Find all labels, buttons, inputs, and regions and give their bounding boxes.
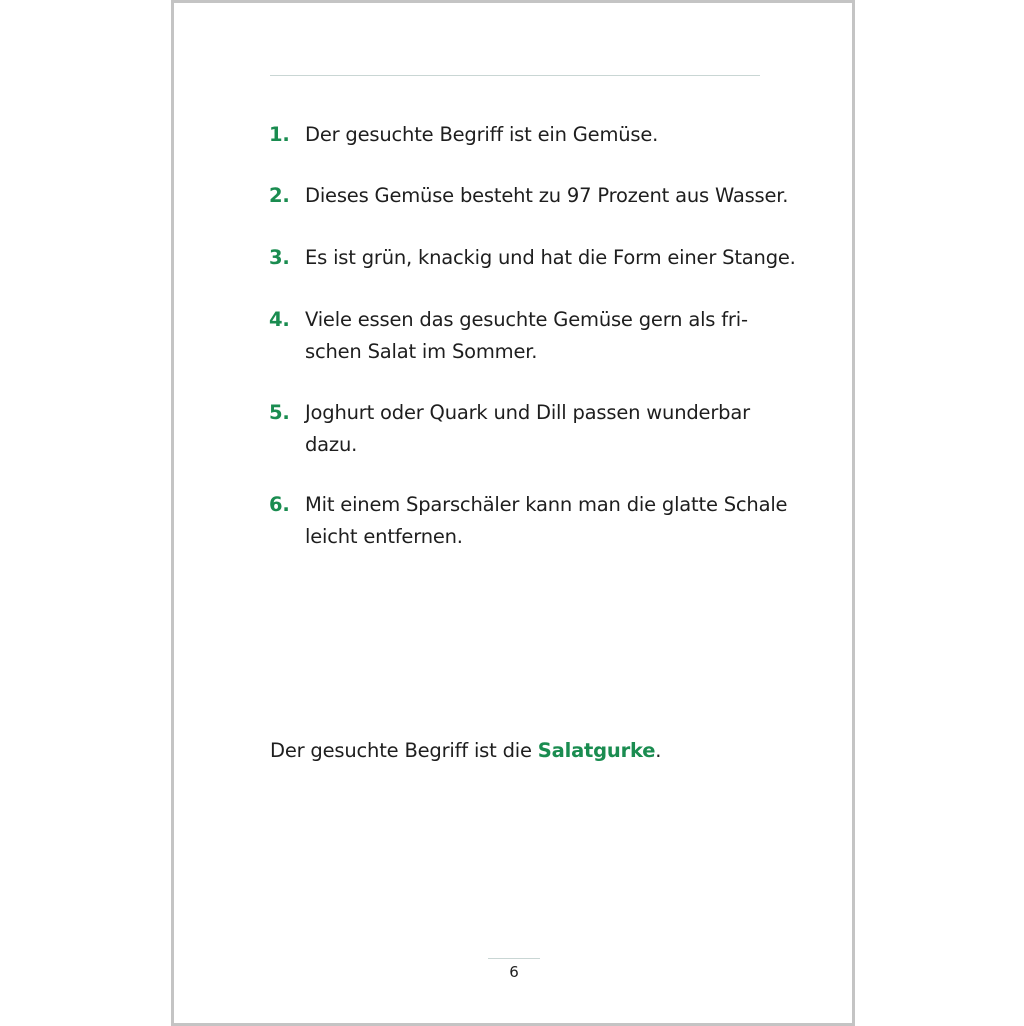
footer-divider bbox=[488, 958, 540, 959]
clue-line: Dieses Gemüse besteht zu 97 Prozent aus Wasser. bbox=[305, 184, 789, 207]
clue-line: leicht entfernen. bbox=[305, 525, 463, 548]
clue-number: 2. bbox=[269, 184, 290, 207]
clue-number: 4. bbox=[269, 308, 290, 331]
answer-suffix: . bbox=[655, 739, 662, 762]
clue-line: Viele essen das gesuchte Gemüse gern als fri- bbox=[305, 308, 748, 331]
answer-word: Salatgurke bbox=[537, 739, 656, 762]
clue-line: Joghurt oder Quark und Dill passen wunderbar bbox=[305, 401, 750, 424]
clue-number: 3. bbox=[269, 246, 290, 269]
clue-number: 1. bbox=[269, 123, 290, 146]
clue-number: 6. bbox=[269, 493, 290, 516]
clue-line: schen Salat im Sommer. bbox=[305, 340, 538, 363]
page-number: 6 bbox=[509, 963, 519, 981]
clue-line: dazu. bbox=[305, 433, 358, 456]
top-divider bbox=[270, 75, 760, 76]
book-page bbox=[171, 0, 855, 1026]
clue-number: 5. bbox=[269, 401, 290, 424]
clue-text bbox=[305, 242, 796, 274]
clue-line: Der gesuchte Begriff ist ein Gemüse. bbox=[305, 123, 659, 146]
clue-text bbox=[305, 119, 765, 151]
answer-prefix: Der gesuchte Begriff ist die bbox=[270, 739, 538, 762]
clue-text bbox=[305, 180, 789, 212]
clue-text bbox=[305, 397, 765, 461]
clue-text bbox=[305, 304, 765, 368]
clue-text bbox=[305, 489, 788, 553]
clue-line: Es ist grün, knackig und hat die Form einer Stange. bbox=[305, 246, 796, 269]
answer-line bbox=[270, 735, 661, 767]
clue-line: Mit einem Sparschäler kann man die glatte Schale bbox=[305, 493, 788, 516]
